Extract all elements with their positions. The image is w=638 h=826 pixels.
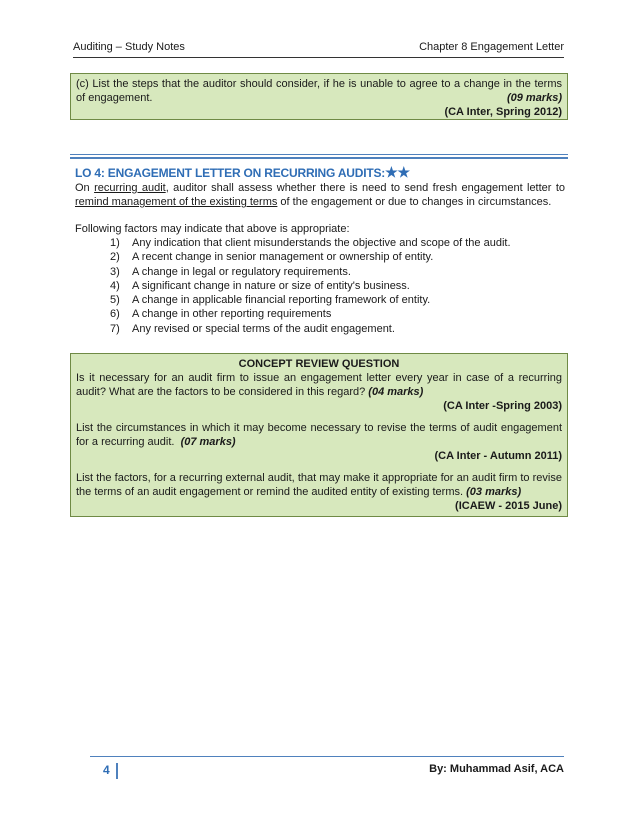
page-footer [90, 756, 564, 777]
paragraph-factors-intro: Following factors may indicate that above is appropriate: [75, 223, 350, 235]
concept-question-2-source: (CA Inter - Autumn 2011) [434, 450, 562, 462]
paragraph-recurring-audit: On recurring audit, auditor shall assess whether there is need to send fresh engagement letter to remind management of the existing terms of the engagement or due to changes in circumstances. [75, 182, 566, 208]
question-c-text: (c) List the steps that the auditor should consider, if he is unable to agree to a change in the terms of engagement. [76, 78, 562, 104]
page-header [73, 35, 564, 58]
list-item: 2) A recent change in senior management or ownership of entity. [110, 251, 434, 264]
concept-question-1-source: (CA Inter -Spring 2003) [443, 400, 562, 412]
factors-list [110, 236, 560, 336]
question-c-marks: (09 marks) [506, 92, 562, 104]
list-item: 6) A change in other reporting requirements [110, 308, 332, 321]
header-left: Auditing – Study Notes [73, 41, 185, 53]
concept-question-1: Is it necessary for an audit firm to issue an engagement letter every year in case of a recurring audit? What are the factors to be considered in this regard? (04 marks) [76, 372, 562, 398]
list-item: 7) Any revised or special terms of the audit engagement. [110, 322, 395, 335]
question-c-source: (CA Inter, Spring 2012) [444, 106, 562, 118]
section-title: LO 4: ENGAGEMENT LETTER ON RECURRING AUDITS:★★ [75, 164, 410, 180]
star-icon: ★★ [385, 164, 410, 180]
list-item: 5) A change in applicable financial reporting framework of entity. [110, 294, 431, 307]
concept-review-box [70, 353, 568, 517]
page-number: 4 [103, 763, 118, 779]
concept-question-3-source: (ICAEW - 2015 June) [455, 500, 562, 512]
author-credit: By: Muhammad Asif, ACA [429, 763, 564, 775]
list-item: 3) A change in legal or regulatory requirements. [110, 265, 351, 278]
concept-question-3: List the factors, for a recurring external audit, that may make it appropriate for an audit firm to revise the terms of an audit engagement or remind the audited entity of existing terms. (03 marks) [76, 472, 562, 498]
list-item: 4) A significant change in nature or size of entity's business. [110, 279, 410, 292]
section-divider [70, 154, 568, 159]
concept-review-heading: CONCEPT REVIEW QUESTION [238, 358, 400, 370]
list-item: 1) Any indication that client misunderstands the objective and scope of the audit. [110, 237, 511, 249]
concept-question-2: List the circumstances in which it may become necessary to revise the terms of audit engagement for a recurring audit. (07 marks) [76, 422, 562, 448]
question-box-c [70, 73, 568, 120]
header-right: Chapter 8 Engagement Letter [419, 41, 564, 53]
underlined-remind-management: remind management of the existing terms [75, 196, 278, 208]
underlined-recurring-audit: recurring audit [94, 182, 166, 194]
